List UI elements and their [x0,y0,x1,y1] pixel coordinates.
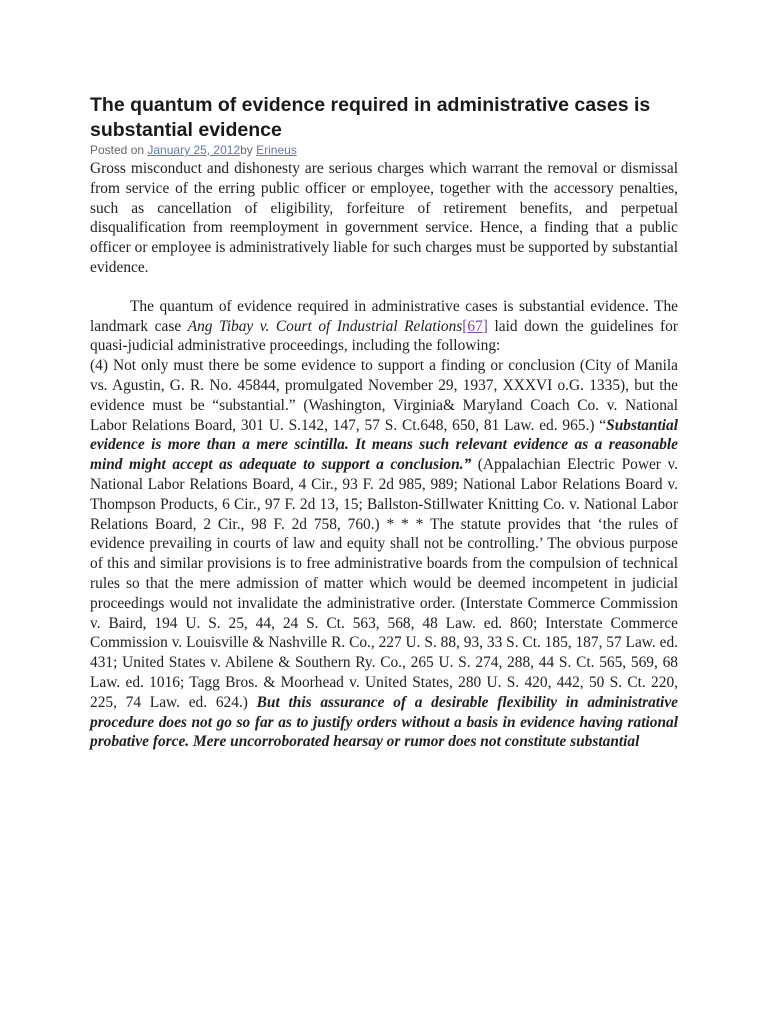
paragraph-3-part-1: (4) Not only must there be some evidence to support a finding or conclusion (City of Manila vs. Agustin, G. R. No. 45844, promulgated November 29, 1937, XXXVI o.G. 1335), but the evidence must be “substantial.” (Washington, Virginia& Maryland Coach Co. v. National Labor Relations Board, 301 U. S.142, 147, 57 S. Ct.648, 650, 81 Law. ed. 965.) “ [90,357,678,434]
paragraph-3-part-2: (Appalachian Electric Power v. National Labor Relations Board, 4 Cir., 93 F. 2d 985, 989; National Labor Relations Board v. Thompson Products, 6 Cir., 97 F. 2d 13, 15; Ballston-Stillwater Knitting Co. v. National Labor Relations Board, 2 Cir., 98 F. 2d 758, 760.) * * * The statute provides that ‘the rules of evidence prevailing in courts of law and equity shall not be controlling.’ The obvious purpose of this and similar provisions is to free administrative boards from the compulsion of technical rules so that the mere admission of matter which would be deemed incompetent in judicial proceedings would not invalidate the administrative order. (Interstate Commerce Commission v. Baird, 194 U. S. 25, 44, 24 S. Ct. 563, 568, 48 Law. ed. 860; Interstate Commerce Commission v. Louisville & Nashville R. Co., 227 U. S. 88, 93, 33 S. Ct. 185, 187, 57 Law. ed. 431; United States v. Abilene & Southern Ry. Co., 265 U. S. 274, 288, 44 S. Ct. 565, 569, 68 Law. ed. 1016; Tagg Bros. & Moorhead v. United States, 280 U. S. 420, 442, 50 S. Ct. 220, 225, 74 Law. ed. 624.) [90,456,678,711]
post-date-link[interactable]: January 25, 2012 [147,143,241,157]
paragraph-3 [90,356,678,752]
article [90,93,678,752]
article-title: The quantum of evidence required in administrative cases is substantial evidence [90,94,651,141]
emphasis-substantial-evidence: Substantial evidence is more than a mere scintilla. It means such relevant evidence as a reasonable mind might accept as adequate to support a conclusion.” [90,416,678,474]
emphasis-flexibility: But this assurance of a desirable flexibility in administrative procedure does not go so far as to justify orders without a basis in evidence having rational probative force. Mere uncorroborated hearsay or rumor does not constitute substantial [90,693,678,751]
paragraph-1: Gross misconduct and dishonesty are serious charges which warrant the removal or dismissal from service of the erring public officer or employee, together with the accessory penalties, such as cancellation of eligibility, forfeiture of retirement benefits, and perpetual disqualification from reemployment in government service. Hence, a finding that a public officer or employee is administratively liable for such charges must be supported by substantial evidence. [90,160,678,276]
posted-on-label: Posted on [90,143,148,157]
post-meta [90,143,678,158]
paragraph-2 [90,297,678,356]
footnote-link[interactable]: [67] [462,317,488,335]
paragraph-2-intro: The quantum of evidence required in administrative cases is substantial evidence. The landmark case [90,297,678,335]
author-link[interactable]: Erineus [256,143,297,157]
paragraph-2-outro: laid down the guidelines for quasi-judicial administrative proceedings, including the following: [90,317,678,355]
by-label: by [240,143,257,157]
case-name: Ang Tibay v. Court of Industrial Relations [187,317,463,335]
